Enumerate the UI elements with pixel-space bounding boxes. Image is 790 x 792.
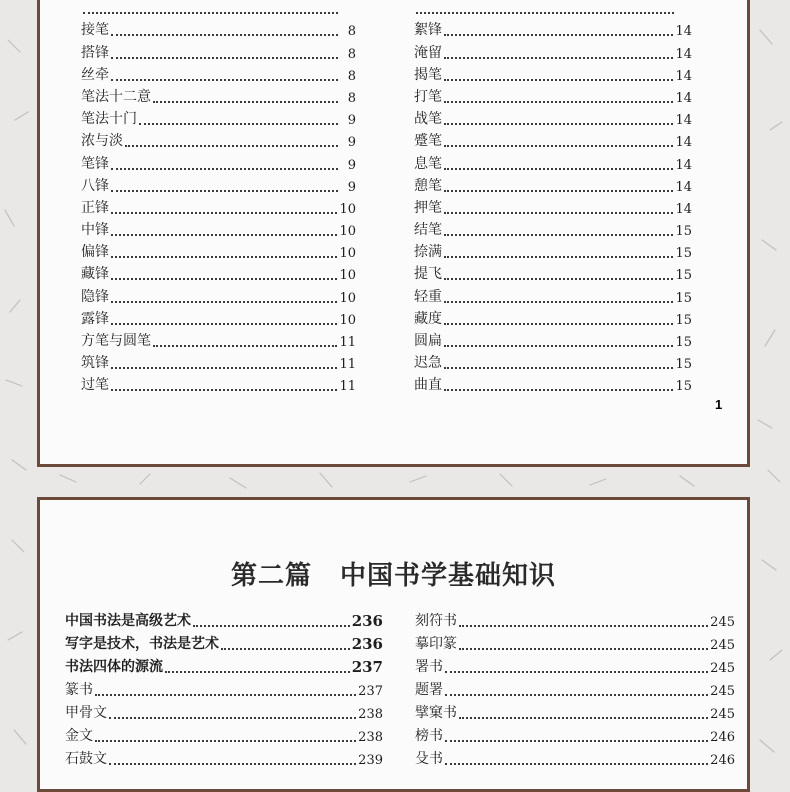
toc-entry (81, 17, 356, 39)
toc-entry (414, 239, 692, 261)
dot-leader (111, 266, 337, 280)
toc-entry-title: 战笔 (414, 111, 442, 128)
dot-leader (125, 133, 338, 147)
toc-entry-page: 245 (710, 707, 735, 722)
toc-entry-title: 蹙笔 (414, 133, 442, 150)
toc-entry (81, 195, 356, 217)
toc-entry (81, 84, 356, 106)
toc-entry (65, 630, 383, 653)
toc-entry-page: 9 (347, 179, 356, 195)
toc-entry-title: 藏锋 (81, 266, 109, 283)
toc-entry-page: 15 (675, 290, 692, 306)
dot-leader (444, 133, 673, 147)
toc-entry (81, 306, 356, 328)
toc-entry-page: 14 (675, 135, 692, 151)
toc-entry-title: 迟急 (414, 355, 442, 372)
toc-entry (414, 84, 692, 106)
toc-entry (81, 0, 356, 17)
toc-entry (65, 699, 383, 722)
toc-entry (414, 217, 692, 239)
dot-leader (444, 377, 673, 391)
part-title: 中国书学基础知识 (340, 561, 557, 591)
toc-entry (81, 106, 356, 128)
toc-entry-page: 14 (675, 113, 692, 129)
toc-entry-title: 曲直 (414, 377, 442, 394)
dot-leader (153, 333, 337, 347)
dot-leader (153, 89, 338, 103)
dot-leader (221, 636, 350, 650)
toc-entry-page: 11 (339, 357, 356, 373)
toc-entry-title: 偏锋 (81, 244, 109, 261)
toc-entry-title: 笔法十门 (81, 111, 137, 128)
dot-leader (444, 22, 673, 36)
toc-entry-page: 245 (710, 615, 735, 630)
dot-leader (444, 289, 673, 303)
toc-entry (415, 722, 735, 745)
toc-entry (414, 150, 692, 172)
toc-entry-page: 15 (675, 357, 692, 373)
toc-entry (414, 261, 692, 283)
toc-entry (65, 745, 383, 768)
dot-leader (445, 659, 708, 673)
dot-leader (83, 0, 338, 14)
toc-entry-title: 淹留 (414, 44, 442, 61)
toc-entry-page: 14 (675, 68, 692, 84)
toc-entry-title: 题署 (415, 682, 443, 698)
toc-entry-title: 中锋 (81, 222, 109, 239)
toc-entry (414, 62, 692, 84)
toc-entry-title: 篆书 (65, 682, 93, 698)
dot-leader (416, 0, 674, 14)
toc-entry-page: 8 (347, 68, 356, 84)
toc-entry-title: 丝牵 (81, 66, 109, 83)
toc-entry-title: 押笔 (414, 199, 442, 216)
toc-entry (415, 699, 735, 722)
toc-entry-page: 246 (710, 730, 735, 745)
dot-leader (111, 178, 338, 192)
dot-leader (95, 682, 356, 696)
dot-leader (111, 45, 338, 59)
dot-leader (444, 266, 673, 280)
toc-entry (414, 350, 692, 372)
toc-entry-page: 236 (351, 612, 383, 630)
toc-entry (81, 372, 356, 394)
toc-entry (65, 653, 383, 676)
toc-entry-title: 甲骨文 (65, 705, 107, 721)
dot-leader (111, 67, 338, 81)
toc-entry-page: 8 (347, 46, 356, 62)
dot-leader (111, 355, 337, 369)
page-number: 1 (715, 397, 723, 412)
toc-entry (414, 372, 692, 394)
toc-entry-title: 金文 (65, 728, 93, 744)
toc-entry-page: 14 (675, 179, 692, 195)
toc-entry-title: 八锋 (81, 177, 109, 194)
toc-entry-title: 露锋 (81, 310, 109, 327)
toc-entry-page: 237 (351, 658, 383, 676)
toc-entry (414, 173, 692, 195)
toc-column-right (415, 607, 735, 768)
dot-leader (95, 728, 356, 742)
dot-leader (165, 659, 350, 673)
toc-column-right (414, 0, 692, 394)
dot-leader (111, 244, 337, 258)
dot-leader (444, 355, 673, 369)
toc-entry (65, 722, 383, 745)
toc-entry-page: 245 (710, 638, 735, 653)
toc-entry-title: 接笔 (81, 22, 109, 39)
toc-entry (81, 328, 356, 350)
toc-entry (81, 62, 356, 84)
dot-leader (111, 200, 337, 214)
toc-entry-page: 14 (675, 201, 692, 217)
toc-entry-page: 10 (339, 224, 356, 240)
toc-entry (81, 217, 356, 239)
toc-entry (415, 745, 735, 768)
toc-entry-page: 245 (710, 661, 735, 676)
toc-entry-page: 15 (675, 379, 692, 395)
toc-entry (81, 150, 356, 172)
toc-entry-title: 书法四体的源流 (65, 659, 163, 675)
dot-leader (444, 89, 673, 103)
toc-entry-page: 11 (339, 335, 356, 350)
toc-entry-title: 署书 (415, 659, 443, 675)
toc-entry-page: 237 (358, 684, 383, 699)
toc-entry-title: 揭笔 (414, 66, 442, 83)
toc-entry-title: 笔法十二意 (81, 88, 151, 105)
toc-entry-page: 15 (675, 246, 692, 262)
toc-entry-title: 隐锋 (81, 288, 109, 305)
toc-entry-page: 10 (339, 246, 356, 262)
dot-leader (445, 728, 708, 742)
toc-entry (65, 607, 383, 630)
dot-leader (459, 613, 708, 627)
toc-entry-title: 絮锋 (414, 22, 442, 39)
dot-leader (111, 377, 337, 391)
toc-entry (415, 653, 735, 676)
toc-entry-title: 息笔 (414, 155, 442, 172)
dot-leader (139, 111, 338, 125)
dot-leader (111, 222, 337, 236)
toc-entry (414, 328, 692, 350)
toc-entry-page: 14 (675, 157, 692, 173)
toc-entry-page: 9 (347, 135, 356, 151)
dot-leader (111, 156, 338, 170)
toc-entry-title: 方笔与圆笔 (81, 333, 151, 349)
dot-leader (111, 22, 338, 36)
toc-entry-title: 打笔 (414, 88, 442, 105)
toc-entry-title: 摹印篆 (415, 636, 457, 652)
dot-leader (444, 222, 673, 236)
toc-entry-title: 轻重 (414, 288, 442, 305)
toc-entry-title: 圆扁 (414, 333, 442, 349)
toc-entry (81, 173, 356, 195)
toc-entry (414, 106, 692, 128)
toc-entry (414, 306, 692, 328)
toc-entry-page: 236 (351, 635, 383, 653)
toc-entry-title: 榜书 (415, 728, 443, 744)
toc-entry-title: 憩笔 (414, 177, 442, 194)
toc-entry-title: 搭锋 (81, 44, 109, 61)
toc-entry-title: 提飞 (414, 266, 442, 283)
toc-entry-title: 中国书法是高级艺术 (65, 613, 191, 629)
toc-entry (65, 676, 383, 699)
toc-entry-title: 捺满 (414, 244, 442, 261)
toc-entry (81, 39, 356, 61)
dot-leader (444, 244, 673, 258)
dot-leader (444, 311, 673, 325)
toc-entry (415, 676, 735, 699)
toc-entry (81, 261, 356, 283)
toc-entry-title: 殳书 (415, 751, 443, 767)
toc-entry-page: 8 (347, 24, 356, 40)
toc-entry-title: 正锋 (81, 199, 109, 216)
toc-entry-page: 11 (339, 379, 356, 395)
toc-entry-page: 10 (339, 201, 356, 217)
dot-leader (459, 705, 708, 719)
dot-leader (193, 613, 350, 627)
toc-page-bottom (37, 497, 750, 792)
dot-leader (109, 705, 356, 719)
dot-leader (445, 751, 708, 765)
dot-leader (111, 289, 337, 303)
dot-leader (444, 111, 673, 125)
dot-leader (445, 682, 708, 696)
toc-entry (81, 283, 356, 305)
toc-entry (414, 0, 692, 17)
toc-entry (81, 239, 356, 261)
toc-entry-title: 刻符书 (415, 613, 457, 629)
toc-entry-page: 238 (358, 730, 383, 745)
toc-entry-title: 筑锋 (81, 355, 109, 372)
toc-entry-page: 9 (347, 113, 356, 129)
toc-entry-page: 238 (358, 707, 383, 722)
toc-entry-page: 8 (347, 90, 356, 106)
toc-entry-title: 写字是技术，书法是艺术 (65, 636, 219, 652)
toc-entry-title: 浓与淡 (81, 133, 123, 150)
toc-entry-page: 9 (347, 157, 356, 173)
toc-entry (414, 283, 692, 305)
toc-entry-page: 10 (339, 268, 356, 284)
toc-entry-title: 笔锋 (81, 155, 109, 172)
toc-entry (415, 607, 735, 630)
toc-entry (414, 195, 692, 217)
toc-entry (414, 128, 692, 150)
toc-entry (414, 39, 692, 61)
toc-entry-page: 14 (675, 24, 692, 40)
toc-entry-page: 245 (710, 684, 735, 699)
toc-entry-page: 10 (339, 312, 356, 328)
toc-entry-page: 14 (675, 46, 692, 62)
dot-leader (444, 333, 673, 347)
toc-entry-page: 14 (675, 90, 692, 106)
toc-entry (81, 128, 356, 150)
dot-leader (111, 311, 337, 325)
toc-entry (414, 17, 692, 39)
part-heading (40, 555, 747, 592)
toc-entry-page: 15 (675, 335, 692, 350)
toc-entry-page: 15 (675, 268, 692, 284)
toc-entry (81, 350, 356, 372)
dot-leader (444, 67, 673, 81)
part-label: 第二篇 (230, 561, 312, 591)
toc-entry-title: 石鼓文 (65, 751, 107, 767)
toc-entry-page: 239 (358, 753, 383, 768)
toc-entry-page: 15 (675, 224, 692, 240)
toc-column-left (81, 0, 356, 394)
toc-page-top (37, 0, 750, 467)
toc-entry (415, 630, 735, 653)
dot-leader (109, 751, 356, 765)
toc-entry-page: 10 (339, 290, 356, 306)
toc-entry-title: 过笔 (81, 377, 109, 394)
toc-entry-title: 擘窠书 (415, 705, 457, 721)
toc-entry-title: 藏度 (414, 310, 442, 327)
toc-column-left (65, 607, 383, 768)
dot-leader (459, 636, 708, 650)
dot-leader (444, 200, 673, 214)
dot-leader (444, 45, 673, 59)
toc-entry-title: 结笔 (414, 222, 442, 239)
dot-leader (444, 156, 673, 170)
dot-leader (444, 178, 673, 192)
toc-entry-page: 246 (710, 753, 735, 768)
toc-entry-page: 15 (675, 312, 692, 328)
